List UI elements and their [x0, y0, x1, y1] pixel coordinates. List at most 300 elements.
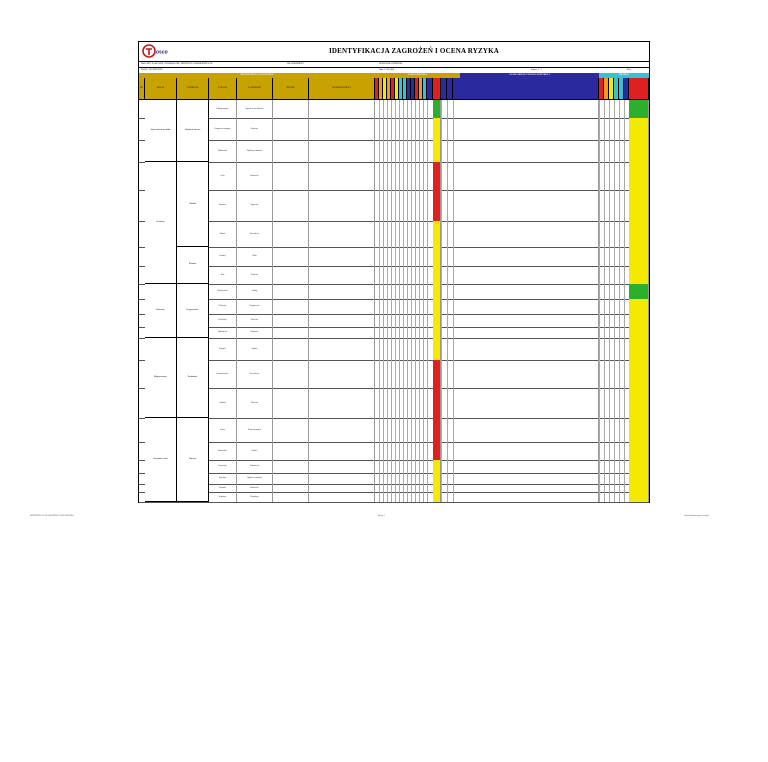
- grid-line: [609, 360, 610, 388]
- grid-line: [399, 484, 400, 493]
- grid-line: [403, 327, 404, 338]
- grid-line: [391, 284, 392, 299]
- controls-cell: [309, 460, 375, 473]
- grid-line: [407, 484, 408, 493]
- controls-cell: [309, 190, 375, 220]
- grid-line: [614, 247, 615, 267]
- svg-text:osco: osco: [156, 49, 168, 56]
- grid-line: [604, 442, 605, 459]
- grid-line: [411, 314, 412, 327]
- grid-line: [379, 460, 380, 473]
- grid-line: [383, 492, 384, 502]
- processes-label: PROCESY: ZASILANIE, ZARZĄDZANIE, PRODUKCJA I MODERNIZACJE: [141, 63, 213, 65]
- residual-risk-cell: [629, 460, 649, 473]
- grid-line: [395, 314, 396, 327]
- grid-line: [609, 338, 610, 360]
- control-description-cell: [453, 418, 599, 442]
- control-description-cell: [453, 388, 599, 418]
- grid-line: [407, 284, 408, 299]
- grid-line: [447, 418, 448, 442]
- grid-line: [624, 190, 625, 220]
- grid-line: [407, 388, 408, 418]
- grid-line: [379, 484, 380, 493]
- grid-line: [624, 388, 625, 418]
- grid-line: [399, 442, 400, 459]
- effect-cell: [273, 327, 309, 338]
- grid-line: [423, 327, 424, 338]
- grid-line: [423, 460, 424, 473]
- control-description-cell: [453, 247, 599, 267]
- page-title: IDENTYFIKACJA ZAGROŻEŃ I OCENA RYZYKA: [328, 47, 500, 55]
- effect-cell: [273, 442, 309, 459]
- grid-line: [614, 360, 615, 388]
- risk-level-cell: [433, 314, 441, 327]
- grid-line: [399, 388, 400, 418]
- grid-line: [604, 266, 605, 283]
- grid-line: [619, 162, 620, 190]
- grid-line: [379, 388, 380, 418]
- grid-line: [619, 140, 620, 162]
- grid-line: [391, 442, 392, 459]
- grid-line: [599, 247, 600, 267]
- grid-line: [403, 442, 404, 459]
- col-controls: ŚRODKI KONTROLI: [309, 78, 375, 99]
- control-description-cell: [453, 360, 599, 388]
- grid-line: [419, 140, 420, 162]
- grid-line: [624, 162, 625, 190]
- col-ctrl-desc: [453, 78, 599, 99]
- control-description-cell: [453, 299, 599, 314]
- grid-line: [387, 284, 388, 299]
- grid-line: [411, 266, 412, 283]
- grid-line: [399, 299, 400, 314]
- residual-risk-cell: [629, 247, 649, 267]
- process-group-cell: Pakowanie: [145, 284, 177, 338]
- control-description-cell: [453, 473, 599, 484]
- grid-line: [383, 100, 384, 118]
- grid-line: [624, 484, 625, 493]
- hazard-cell: Przeciążenie: [237, 221, 273, 247]
- grid-line: [599, 190, 600, 220]
- task-cell: Spawanie: [209, 190, 237, 220]
- grid-line: [614, 100, 615, 118]
- grid-line: [447, 247, 448, 267]
- grid-line: [379, 418, 380, 442]
- grid-line: [427, 190, 428, 220]
- grid-line: [604, 327, 605, 338]
- grid-line: [419, 162, 420, 190]
- grid-line: [387, 327, 388, 338]
- risk-level-cell: [433, 492, 441, 502]
- grid-line: [403, 190, 404, 220]
- grid-line: [391, 118, 392, 140]
- table-row: [139, 190, 649, 221]
- residual-risk-cell: [629, 418, 649, 442]
- risk-assessment-sheet: [138, 41, 650, 503]
- controls-cell: [309, 118, 375, 140]
- grid-line: [407, 418, 408, 442]
- grid-line: [599, 284, 600, 299]
- risk-level-cell: [433, 247, 441, 267]
- grid-line: [391, 299, 392, 314]
- col-res-level: [629, 78, 649, 99]
- grid-line: [619, 460, 620, 473]
- grid-line: [403, 118, 404, 140]
- grid-line: [403, 284, 404, 299]
- grid-line: [604, 162, 605, 190]
- grid-line: [614, 460, 615, 473]
- grid-line: [441, 162, 442, 190]
- grid-line: [427, 247, 428, 267]
- effect-cell: [273, 118, 309, 140]
- effect-cell: [273, 221, 309, 247]
- grid-line: [419, 442, 420, 459]
- task-cell: Serwis: [209, 418, 237, 442]
- grid-line: [441, 473, 442, 484]
- grid-line: [599, 327, 600, 338]
- col-effect: SKUTEK: [273, 78, 309, 99]
- grid-line: [604, 492, 605, 502]
- grid-line: [395, 247, 396, 267]
- grid-line: [387, 190, 388, 220]
- grid-line: [604, 314, 605, 327]
- grid-line: [609, 460, 610, 473]
- grid-line: [604, 100, 605, 118]
- grid-line: [395, 162, 396, 190]
- controls-cell: [309, 360, 375, 388]
- risk-level-cell: [433, 338, 441, 360]
- grid-line: [447, 484, 448, 493]
- hazard-cell: Zatrucie: [237, 442, 273, 459]
- grid-line: [614, 418, 615, 442]
- grid-line: [604, 338, 605, 360]
- grid-line: [423, 247, 424, 267]
- grid-line: [614, 221, 615, 247]
- hazard-cell: Zagrożenie mechaniczne: [237, 100, 273, 118]
- grid-line: [423, 299, 424, 314]
- grid-line: [395, 484, 396, 493]
- grid-line: [447, 284, 448, 299]
- table-row: [139, 442, 649, 460]
- grid-line: [447, 460, 448, 473]
- grid-line: [403, 360, 404, 388]
- grid-line: [383, 442, 384, 459]
- hazard-cell: Uderzenie: [237, 314, 273, 327]
- grid-line: [411, 327, 412, 338]
- grid-line: [411, 473, 412, 484]
- grid-line: [447, 327, 448, 338]
- grid-line: [419, 460, 420, 473]
- grid-line: [619, 118, 620, 140]
- controls-cell: [309, 327, 375, 338]
- grid-line: [614, 338, 615, 360]
- grid-line: [419, 492, 420, 502]
- risk-level-cell: [433, 118, 441, 140]
- grid-line: [619, 221, 620, 247]
- grid-line: [387, 118, 388, 140]
- grid-line: [399, 338, 400, 360]
- grid-line: [423, 118, 424, 140]
- grid-line: [441, 266, 442, 283]
- grid-line: [419, 473, 420, 484]
- grid-line: [447, 473, 448, 484]
- grid-line: [441, 140, 442, 162]
- grid-line: [604, 190, 605, 220]
- grid-line: [391, 327, 392, 338]
- residual-risk-cell: [629, 388, 649, 418]
- grid-line: [427, 360, 428, 388]
- grid-line: [379, 118, 380, 140]
- grid-line: [379, 442, 380, 459]
- date-label: Data: 17.03.2016: [379, 69, 395, 71]
- controls-cell: [309, 473, 375, 484]
- grid-line: [427, 284, 428, 299]
- grid-line: [391, 247, 392, 267]
- grid-line: [407, 360, 408, 388]
- grid-line: [447, 221, 448, 247]
- hazard-cell: Potrącenie: [237, 118, 273, 140]
- grid-line: [604, 360, 605, 388]
- subprocess-group-cell: Obróbka: [177, 162, 209, 247]
- grid-line: [415, 221, 416, 247]
- risk-level-cell: [433, 299, 441, 314]
- grid-line: [614, 492, 615, 502]
- grid-line: [407, 460, 408, 473]
- control-description-cell: [453, 190, 599, 220]
- grid-line: [387, 473, 388, 484]
- grid-line: [387, 140, 388, 162]
- grid-line: [395, 492, 396, 502]
- table-row: [139, 314, 649, 328]
- grid-line: [447, 442, 448, 459]
- grid-line: [614, 299, 615, 314]
- table-row: [139, 338, 649, 361]
- grid-line: [604, 484, 605, 493]
- hazard-cell: Przygniecenie: [237, 299, 273, 314]
- residual-risk-cell: [629, 484, 649, 493]
- grid-line: [419, 284, 420, 299]
- grid-line: [614, 266, 615, 283]
- effect-cell: [273, 418, 309, 442]
- hazard-cell: Zmęczenie: [237, 327, 273, 338]
- grid-line: [427, 299, 428, 314]
- grid-line: [423, 266, 424, 283]
- grid-line: [383, 118, 384, 140]
- control-description-cell: [453, 100, 599, 118]
- risk-level-cell: [433, 221, 441, 247]
- task-cell: Montaż: [209, 221, 237, 247]
- grid-line: [423, 314, 424, 327]
- grid-line: [411, 100, 412, 118]
- residual-risk-cell: [629, 118, 649, 140]
- grid-line: [447, 140, 448, 162]
- grid-line: [399, 473, 400, 484]
- grid-line: [395, 284, 396, 299]
- task-cell: Regulacja: [209, 492, 237, 502]
- grid-line: [391, 162, 392, 190]
- grid-line: [441, 100, 442, 118]
- task-cell: Smarowanie: [209, 442, 237, 459]
- grid-line: [399, 221, 400, 247]
- control-description-cell: [453, 484, 599, 493]
- grid-line: [383, 473, 384, 484]
- residual-risk-cell: [629, 338, 649, 360]
- footer-center: Strona 1: [378, 515, 385, 517]
- task-cell: Testy: [209, 266, 237, 283]
- risk-level-cell: [433, 460, 441, 473]
- residual-risk-cell: [629, 473, 649, 484]
- table-row: [139, 140, 649, 163]
- grid-line: [609, 388, 610, 418]
- hazard-cell: Porażenie: [237, 266, 273, 283]
- effect-cell: [273, 266, 309, 283]
- grid-line: [624, 360, 625, 388]
- residual-risk-cell: [629, 284, 649, 299]
- grid-line: [441, 442, 442, 459]
- col-subprocess: PODPROCES: [177, 78, 209, 99]
- grid-line: [415, 247, 416, 267]
- grid-line: [379, 100, 380, 118]
- task-cell: Pomiary: [209, 247, 237, 267]
- table-row: [139, 360, 649, 389]
- grid-line: [614, 314, 615, 327]
- control-description-cell: [453, 162, 599, 190]
- grid-line: [403, 418, 404, 442]
- controls-cell: [309, 484, 375, 493]
- grid-line: [379, 247, 380, 267]
- grid-line: [391, 190, 392, 220]
- grid-line: [383, 338, 384, 360]
- task-cell: Inspekcja: [209, 473, 237, 484]
- grid-line: [403, 314, 404, 327]
- controls-cell: [309, 284, 375, 299]
- controls-cell: [309, 162, 375, 190]
- table-row: [139, 247, 649, 268]
- grid-line: [379, 140, 380, 162]
- grid-line: [619, 299, 620, 314]
- grid-line: [411, 118, 412, 140]
- grid-line: [447, 314, 448, 327]
- grid-line: [609, 484, 610, 493]
- grid-line: [411, 284, 412, 299]
- grid-line: [395, 418, 396, 442]
- grid-line: [599, 140, 600, 162]
- grid-line: [379, 314, 380, 327]
- grid-line: [419, 118, 420, 140]
- grid-line: [415, 299, 416, 314]
- process-group-cell: Produkcja: [145, 162, 177, 284]
- grid-line: [379, 284, 380, 299]
- grid-line: [383, 140, 384, 162]
- grid-line: [614, 190, 615, 220]
- task-cell: Transport wewnętrzny: [209, 118, 237, 140]
- grid-line: [427, 473, 428, 484]
- grid-line: [411, 484, 412, 493]
- grid-line: [624, 118, 625, 140]
- grid-line: [619, 484, 620, 493]
- grid-line: [599, 299, 600, 314]
- grid-line: [604, 140, 605, 162]
- effect-cell: [273, 190, 309, 220]
- grid-line: [387, 338, 388, 360]
- grid-line: [624, 338, 625, 360]
- grid-line: [427, 484, 428, 493]
- grid-line: [604, 460, 605, 473]
- grid-line: [447, 190, 448, 220]
- grid-line: [599, 100, 600, 118]
- grid-line: [599, 484, 600, 493]
- grid-line: [399, 284, 400, 299]
- col-process: PROCES: [145, 78, 177, 99]
- task-cell: Składowanie: [209, 140, 237, 162]
- grid-line: [387, 484, 388, 493]
- risk-level-cell: [433, 266, 441, 283]
- grid-line: [415, 118, 416, 140]
- residual-risk-cell: [629, 442, 649, 459]
- grid-line: [407, 442, 408, 459]
- col-risk-level: [433, 78, 441, 99]
- effect-cell: [273, 162, 309, 190]
- grid-line: [399, 327, 400, 338]
- grid-line: [419, 266, 420, 283]
- risk-level-cell: [433, 162, 441, 190]
- grid-line: [391, 484, 392, 493]
- grid-line: [599, 473, 600, 484]
- grid-line: [624, 327, 625, 338]
- grid-line: [614, 442, 615, 459]
- hazard-cell: Oparzenie: [237, 190, 273, 220]
- effect-cell: [273, 492, 309, 502]
- grid-line: [411, 460, 412, 473]
- grid-line: [415, 460, 416, 473]
- grid-line: [423, 360, 424, 388]
- grid-line: [395, 460, 396, 473]
- hazard-cell: Przewrócenie: [237, 360, 273, 388]
- grid-line: [379, 327, 380, 338]
- company-logo-icon: [142, 44, 176, 58]
- grid-line: [379, 190, 380, 220]
- grid-line: [427, 460, 428, 473]
- grid-line: [609, 247, 610, 267]
- grid-line: [379, 221, 380, 247]
- grid-line: [407, 299, 408, 314]
- grid-line: [624, 418, 625, 442]
- grid-line: [599, 266, 600, 283]
- grid-line: [441, 338, 442, 360]
- grid-line: [407, 247, 408, 267]
- grid-line: [624, 442, 625, 459]
- subprocess-group-cell: Przygotowanie: [177, 284, 209, 338]
- grid-line: [403, 100, 404, 118]
- residual-risk-cell: [629, 190, 649, 220]
- grid-line: [407, 140, 408, 162]
- grid-line: [415, 327, 416, 338]
- grid-line: [415, 314, 416, 327]
- control-description-cell: [453, 221, 599, 247]
- grid-line: [609, 299, 610, 314]
- grid-line: [395, 442, 396, 459]
- grid-line: [447, 100, 448, 118]
- grid-line: [403, 162, 404, 190]
- grid-line: [599, 338, 600, 360]
- effect-cell: [273, 360, 309, 388]
- operator-label: OPERATOR: PERSONEL: [379, 63, 403, 65]
- grid-line: [423, 442, 424, 459]
- grid-line: [609, 284, 610, 299]
- grid-line: [419, 190, 420, 220]
- grid-line: [423, 418, 424, 442]
- grid-line: [599, 118, 600, 140]
